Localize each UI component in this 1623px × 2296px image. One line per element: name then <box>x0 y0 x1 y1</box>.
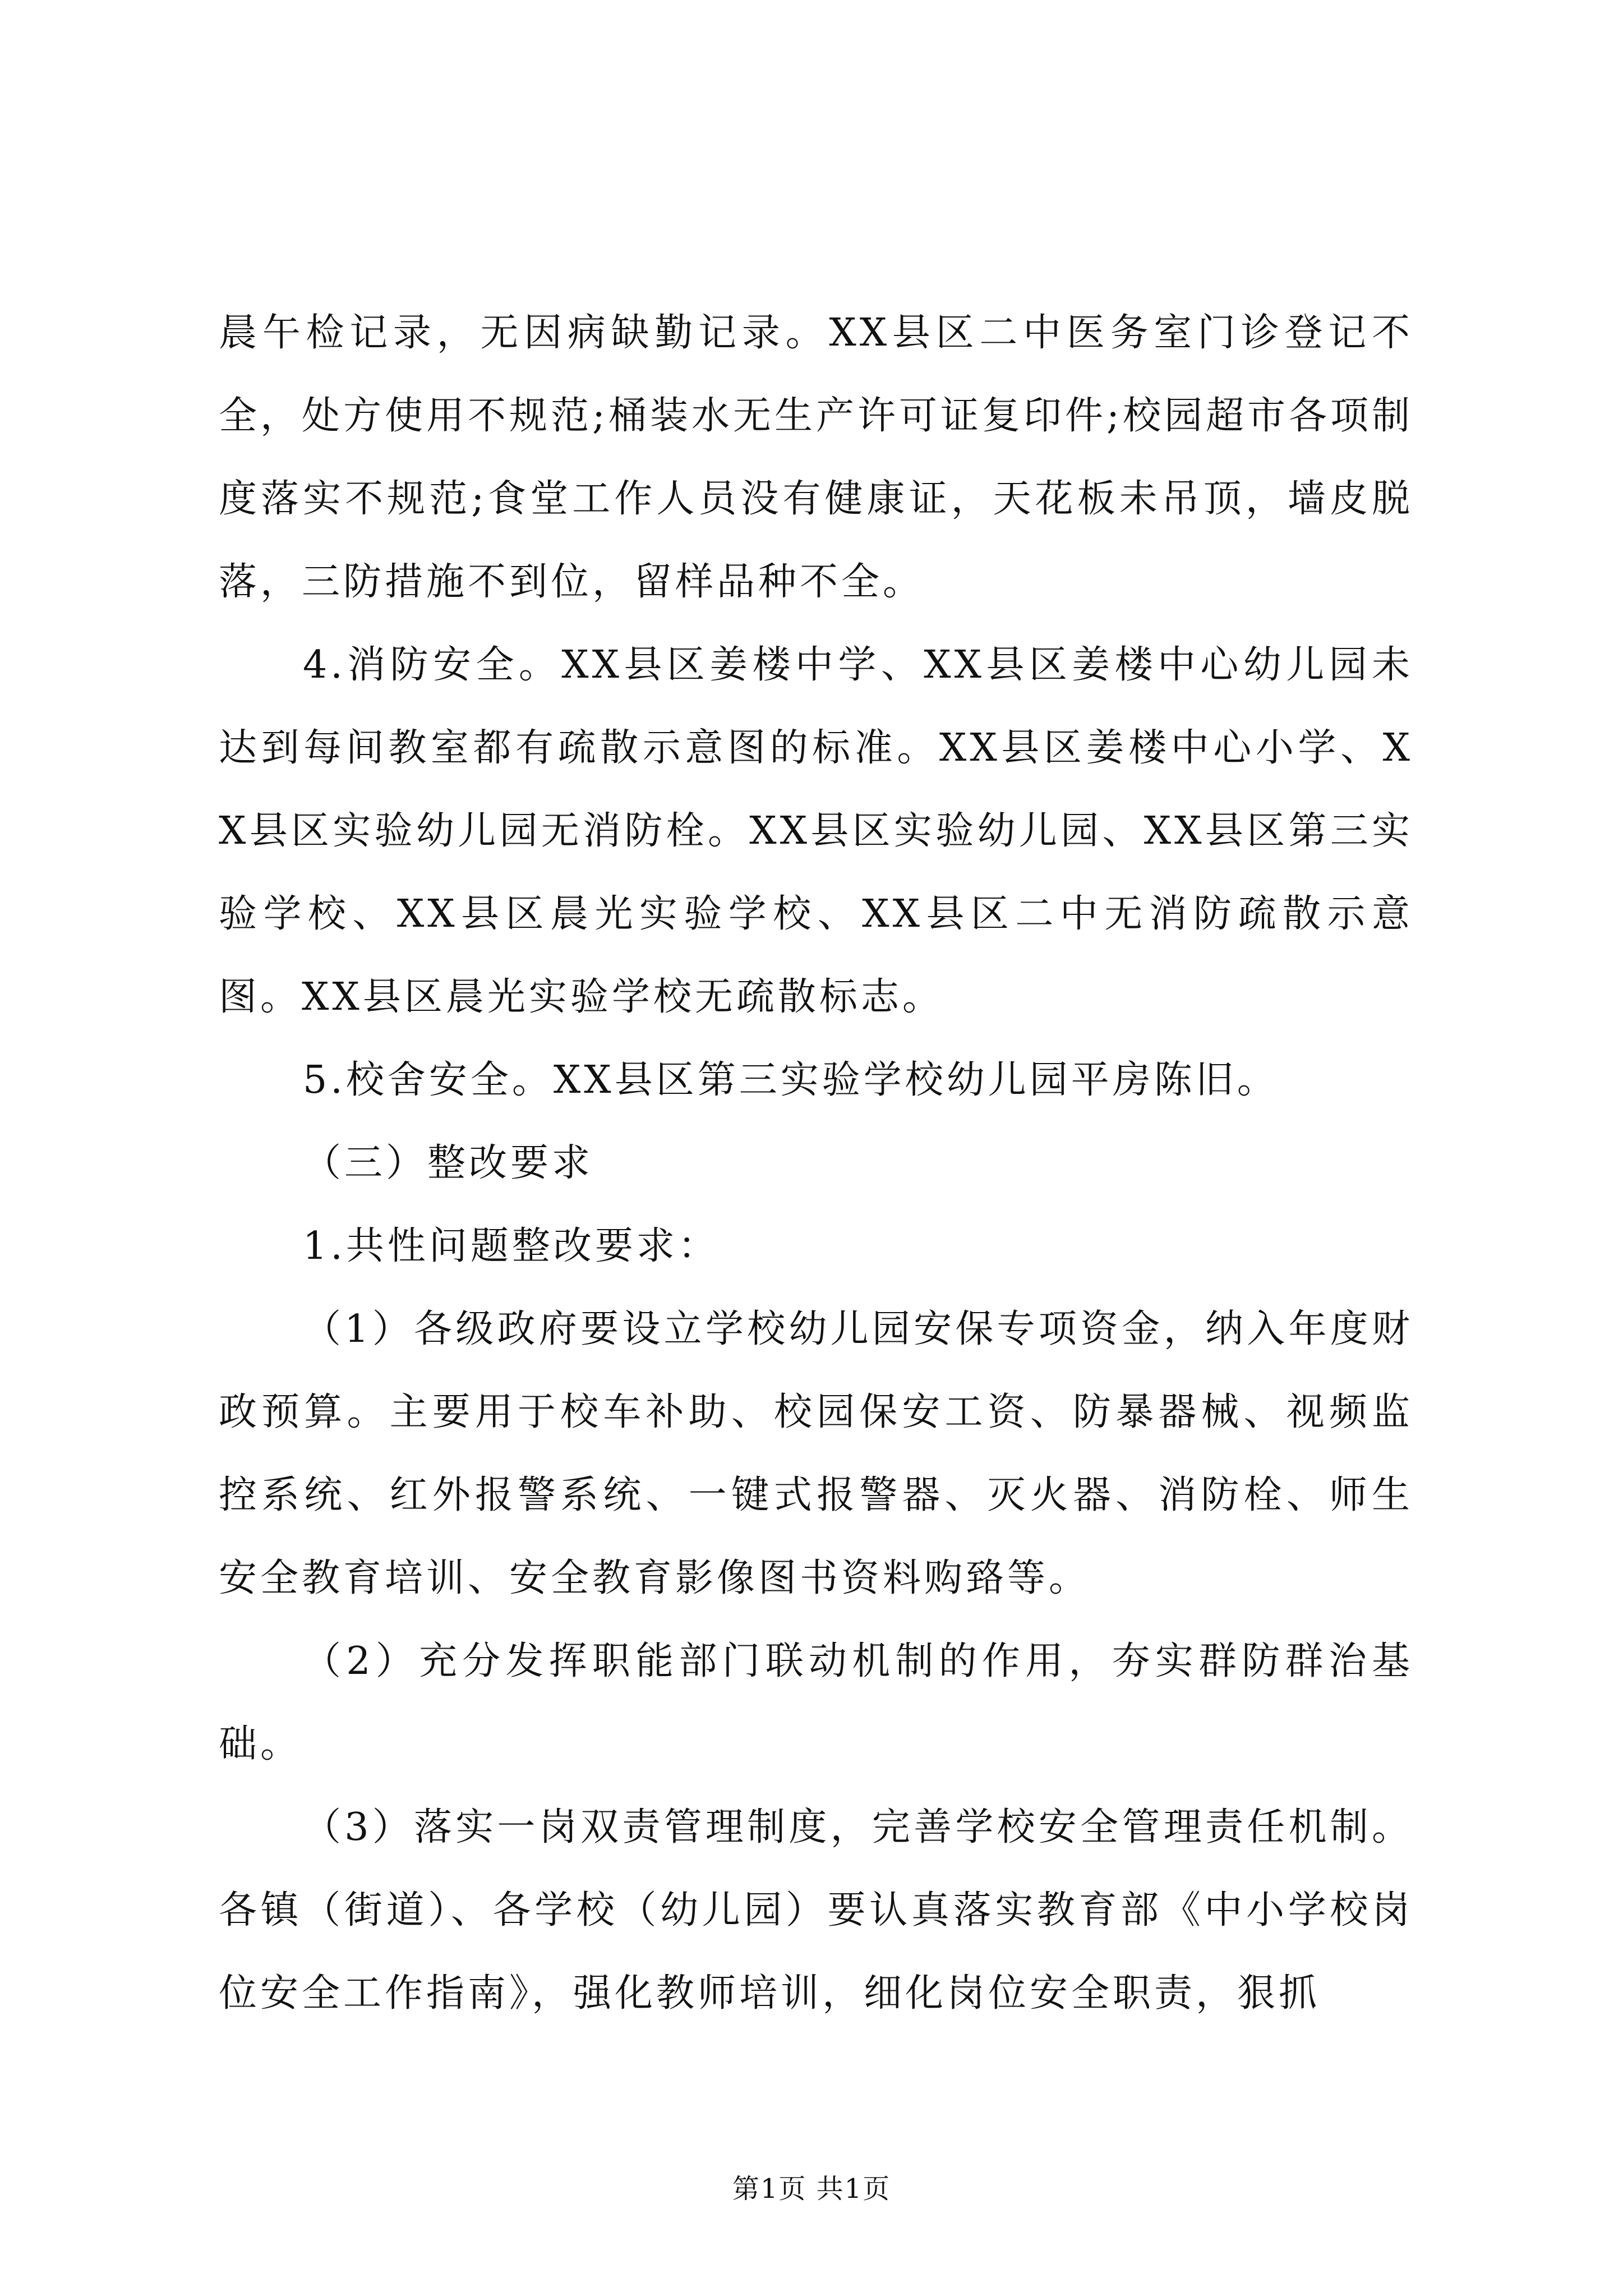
paragraph-item-2: （2）充分发挥职能部门联动机制的作用，夯实群防群治基础。 <box>219 1639 1413 1766</box>
paragraph-item-3: （3）落实一岗双责管理制度，完善学校安全管理责任机制。各镇（街道）、各学校（幼儿园）要认真落实教育部《中小学校岗位安全工作指南》，强化教师培训，细化岗位安全职责，狠抓 <box>219 1805 1413 2016</box>
paragraph-1: 晨午检记录，无因病缺勤记录。XX县区二中医务室门诊登记不全，处方使用不规范;桶装水无生产许可证复印件;校园超市各项制度落实不规范;食堂工作人员没有健康证，天花板未吊顶，墙皮脱落，三防措施不到位，留样品种不全。 <box>219 311 1413 604</box>
paragraph-fire-safety: 4.消防安全。XX县区姜楼中学、XX县区姜楼中心幼儿园未达到每间教室都有疏散示意图的标准。XX县区姜楼中心小学、XX县区实验幼儿园无消防栓。XX县区实验幼儿园、XX县区第三实验学校、XX县区晨光实验学校、XX县区二中无消防疏散示意图。XX县区晨光实验学校无疏散标志。 <box>219 643 1413 1019</box>
page-footer: 第1页 共1页 <box>732 2173 891 2205</box>
subheading-common-issues: 1.共性问题整改要求： <box>303 1224 720 1268</box>
paragraph-item-1: （1）各级政府要设立学校幼儿园安保专项资金，纳入年度财政预算。主要用于校车补助、校园保安工资、防暴器械、视频监控系统、红外报警系统、一键式报警器、灭火器、消防栓、师生安全教育培训、安全教育影像图书资料购臵等。 <box>219 1307 1413 1600</box>
section-heading-rectification: （三）整改要求 <box>303 1141 594 1185</box>
document-body <box>219 292 1413 2035</box>
paragraph-building-safety: 5.校舍安全。XX县区第三实验学校幼儿园平房陈旧。 <box>303 1058 1279 1102</box>
